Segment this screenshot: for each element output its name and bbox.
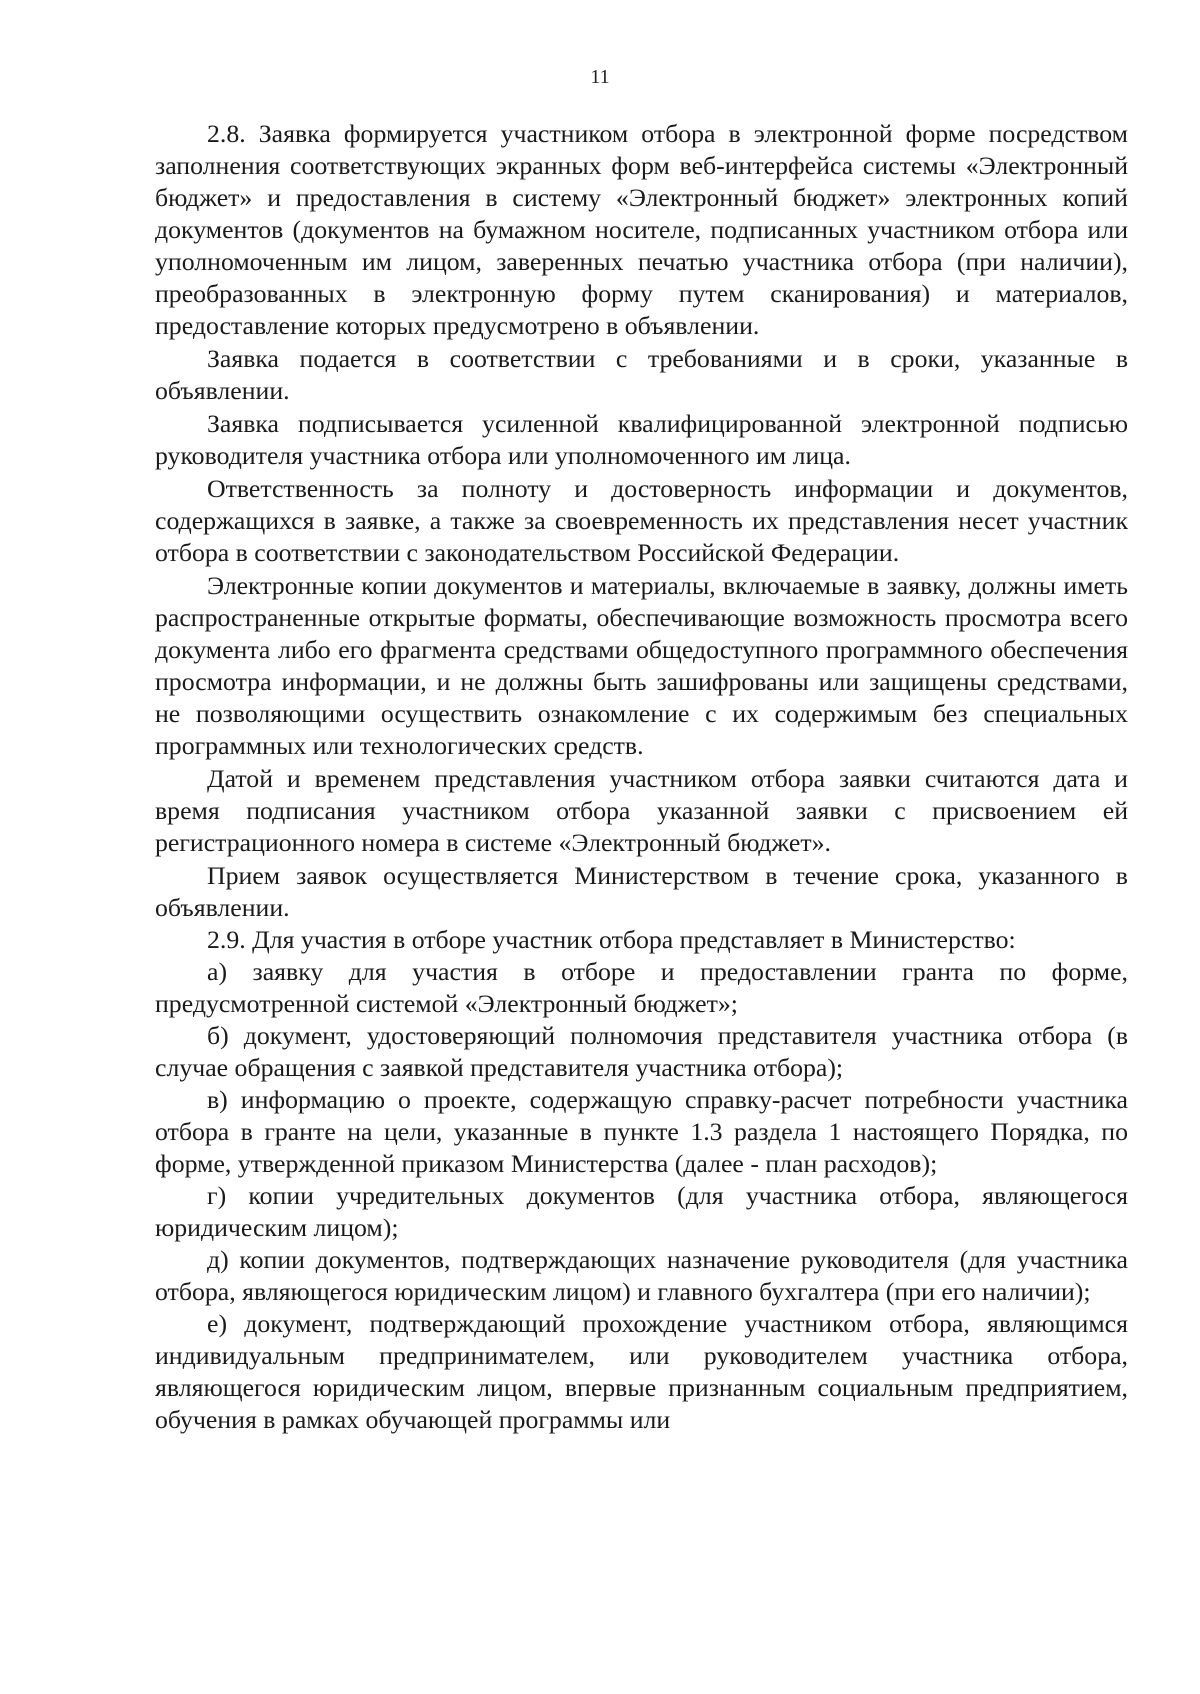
list-item-e: е) документ, подтверждающий прохождение участником отбора, являющимся индивидуальным предпринимателем, или руководителем участника отбора, являющегося юридическим лицом, впервые признанным социальным предприятием, обучения в рамках обучающей программы или <box>155 1309 1128 1434</box>
paragraph-acceptance: Прием заявок осуществляется Министерством в течение срока, указанного в объявлении. <box>155 861 1128 922</box>
list-item-v: в) информацию о проекте, содержащую справку-расчет потребности участника отбора в гранте на цели, указанные в пункте 1.3 раздела 1 настоящего Порядка, по форме, утвержденной приказом Министерства (далее - план расходов); <box>155 1085 1128 1178</box>
paragraph-submission-terms: Заявка подается в соответствии с требованиями и в сроки, указанные в объявлении. <box>155 344 1128 405</box>
document-body <box>155 118 1128 1436</box>
paragraph-responsibility: Ответственность за полноту и достоверность информации и документов, содержащихся в заявке, а также за своевременность их представления несет участник отбора в соответствии с законодательством Российской Федерации. <box>155 474 1128 567</box>
paragraph-signature: Заявка подписывается усиленной квалифицированной электронной подписью руководителя участника отбора или уполномоченного им лица. <box>155 409 1128 470</box>
paragraph-submission-date: Датой и временем представления участником отбора заявки считаются дата и время подписания участником отбора указанной заявки с присвоением ей регистрационного номера в системе «Электронный бюджет». <box>155 764 1128 857</box>
list-item-g: г) копии учредительных документов (для участника отбора, являющегося юридическим лицом); <box>155 1181 1128 1242</box>
paragraph-2-8: 2.8. Заявка формируется участником отбора в электронной форме посредством заполнения соответствующих экранных форм веб-интерфейса системы «Электронный бюджет» и предоставления в систему «Электронный бюджет» электронных копий документов (документов на бумажном носителе, подписанных участником отбора или уполномоченным им лицом, заверенных печатью участника отбора (при наличии), преобразованных в электронную форму путем сканирования) и материалов, предоставление которых предусмотрено в объявлении. <box>155 119 1128 340</box>
list-item-d: д) копии документов, подтверждающих назначение руководителя (для участника отбора, являющегося юридическим лицом) и главного бухгалтера (при его наличии); <box>155 1245 1128 1306</box>
list-item-b: б) документ, удостоверяющий полномочия представителя участника отбора (в случае обращения с заявкой представителя участника отбора); <box>155 1021 1128 1082</box>
paragraph-2-9: 2.9. Для участия в отборе участник отбора представляет в Министерство: <box>207 925 1016 954</box>
paragraph-electronic-copies: Электронные копии документов и материалы, включаемые в заявку, должны иметь распространенные открытые форматы, обеспечивающие возможность просмотра всего документа либо его фрагмента средствами общедоступного программного обеспечения просмотра информации, и не должны быть зашифрованы или защищены средствами, не позволяющими осуществить ознакомление с их содержимым без специальных программных или технологических средств. <box>155 571 1128 760</box>
list-item-a: а) заявку для участия в отборе и предоставлении гранта по форме, предусмотренной системой «Электронный бюджет»; <box>155 957 1128 1018</box>
page-number: 11 <box>590 66 610 88</box>
